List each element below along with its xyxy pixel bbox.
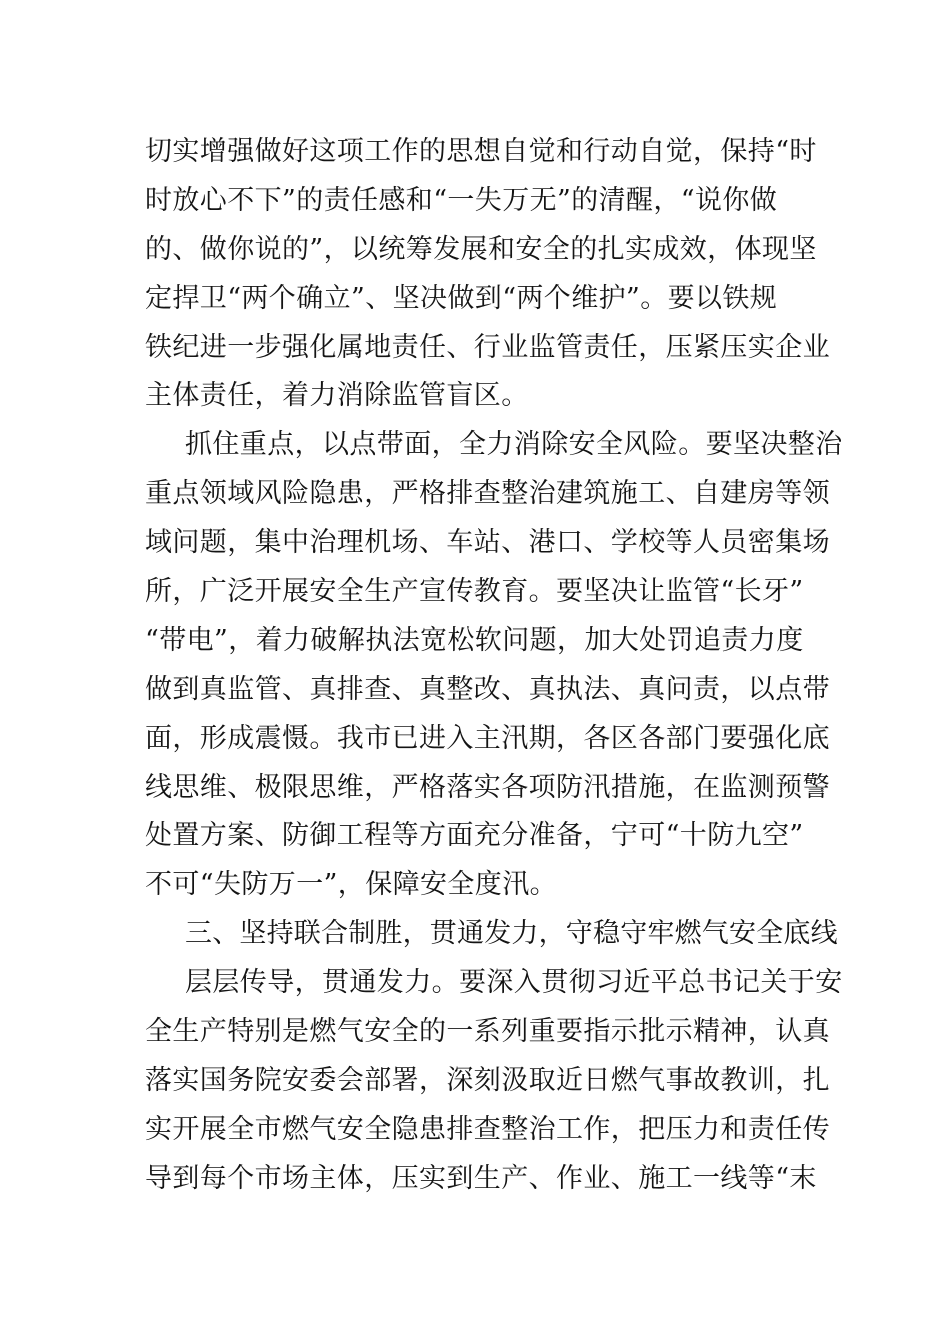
- body-line: 重点领域风险隐患，严格排查整治建筑施工、自建房等领: [145, 478, 830, 510]
- body-line: 铁纪进一步强化属地责任、行业监管责任，压紧压实企业: [145, 331, 830, 363]
- body-line: 面，形成震慑。我市已进入主汛期，各区各部门要强化底: [145, 722, 830, 754]
- body-line: 线思维、极限思维，严格落实各项防汛措施，在监测预警: [145, 771, 830, 803]
- body-line: 落实国务院安委会部署，深刻汲取近日燃气事故教训，扎: [145, 1064, 830, 1096]
- body-line: 处置方案、防御工程等方面充分准备，宁可“十防九空”: [145, 820, 804, 852]
- body-line: 的、做你说的”，以统筹发展和安全的扎实成效，体现坚: [145, 233, 817, 265]
- paragraph-first-line: 抓住重点，以点带面，全力消除安全风险。要坚决整治: [185, 429, 843, 461]
- paragraph-first-line: 层层传导，贯通发力。要深入贯彻习近平总书记关于安: [185, 967, 843, 999]
- body-line: 域问题，集中治理机场、车站、港口、学校等人员密集场: [145, 527, 830, 559]
- body-line: 做到真监管、真排查、真整改、真执法、真问责，以点带: [145, 673, 830, 705]
- body-line: 全生产特别是燃气安全的一系列重要指示批示精神，认真: [145, 1016, 830, 1048]
- section-heading: 三、坚持联合制胜，贯通发力，守稳守牢燃气安全底线: [185, 918, 838, 950]
- body-line: 实开展全市燃气安全隐患排查整治工作，把压力和责任传: [145, 1113, 830, 1145]
- body-line: “带电”，着力破解执法宽松软问题，加大处罚追责力度: [145, 624, 804, 656]
- body-line: 切实增强做好这项工作的思想自觉和行动自觉，保持“时: [145, 136, 817, 167]
- body-line: 所，广泛开展安全生产宣传教育。要坚决让监管“长牙”: [145, 576, 804, 608]
- body-line: 时放心不下”的责任感和“一失万无”的清醒，“说你做: [145, 184, 778, 216]
- body-line: 定捍卫“两个确立”、坚决做到“两个维护”。要以铁规: [145, 282, 778, 314]
- body-line: 不可“失防万一”，保障安全度汛。: [145, 869, 558, 901]
- body-line: 主体责任，着力消除监管盲区。: [145, 380, 529, 412]
- document-body: [145, 128, 843, 1204]
- body-line: 导到每个市场主体，压实到生产、作业、施工一线等“末: [145, 1162, 817, 1194]
